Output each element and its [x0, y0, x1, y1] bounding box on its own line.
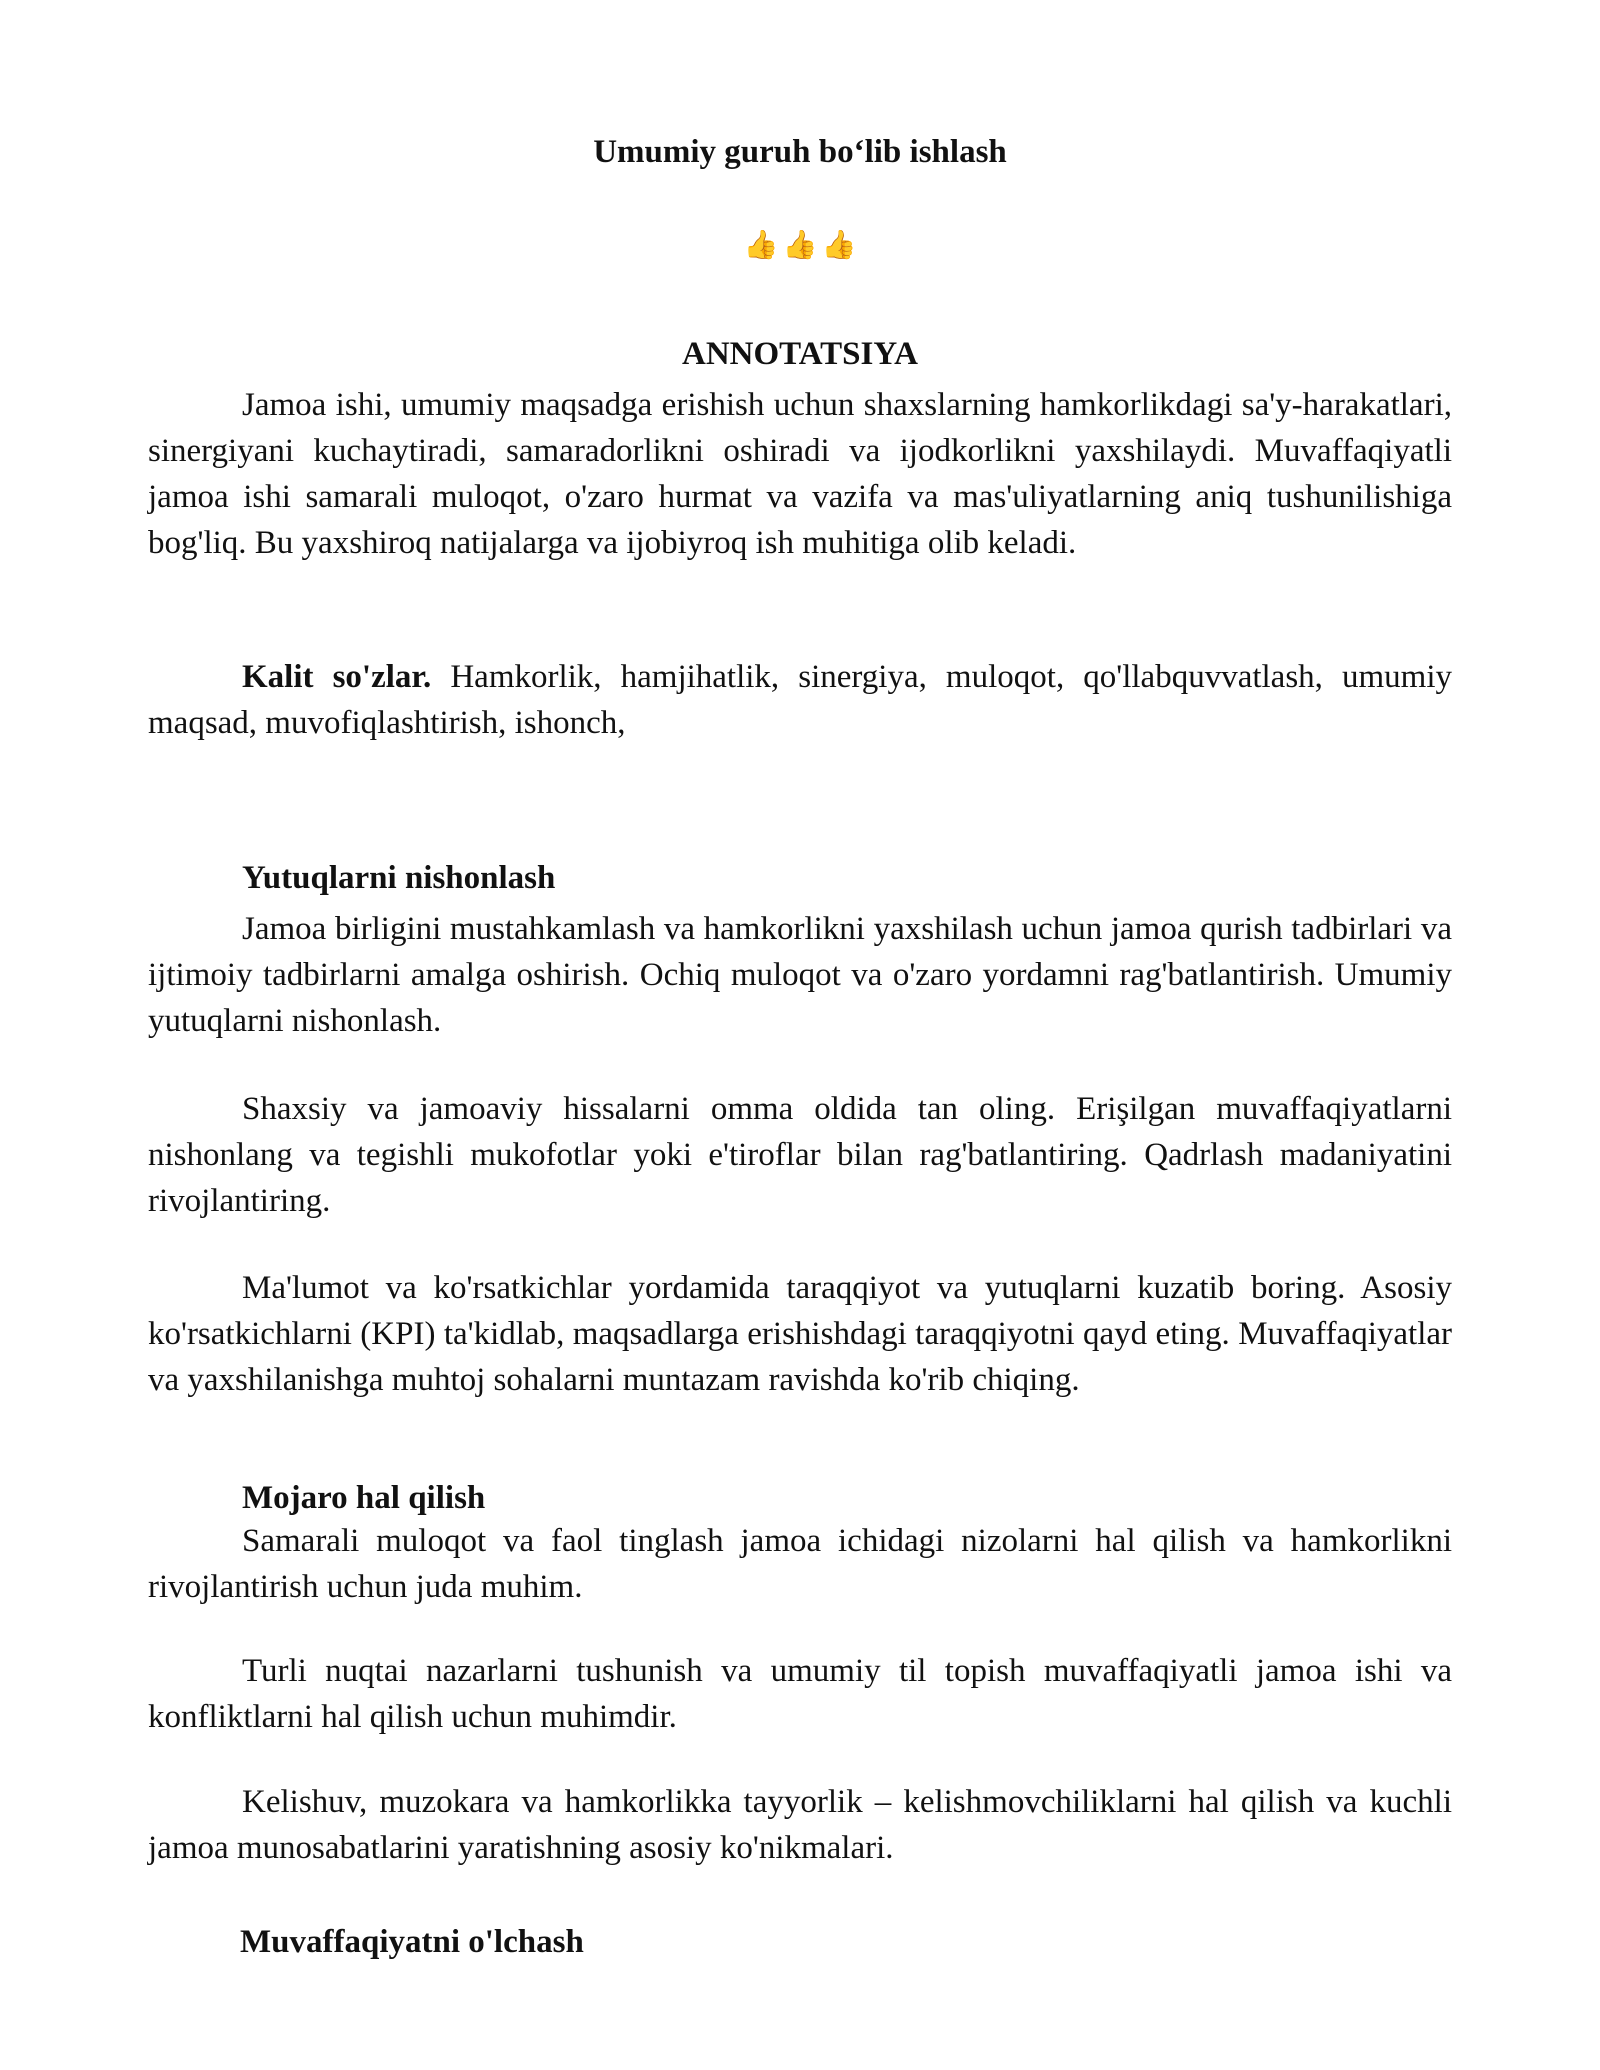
thumbs-up-icon: 👍 [821, 230, 857, 261]
section-heading: Yutuqlarni nishonlash [242, 860, 556, 896]
document-title: Umumiy guruh bo‘lib ishlash [593, 134, 1007, 170]
thumbs-up-icon: 👍 [743, 230, 779, 261]
annotation-heading: ANNOTATSIYA [682, 336, 918, 372]
section-paragraph: Samarali muloqot va faol tinglash jamoa ichidagi nizolarni hal qilish va hamkorlikni rivojlantirish uchun juda muhim. [148, 1523, 1452, 1605]
decoration-icons [148, 226, 1452, 266]
section-paragraph: Jamoa birligini mustahkamlash va hamkorlikni yaxshilash uchun jamoa qurish tadbirlari va ijtimoiy tadbirlarni amalga oshirish. Ochiq muloqot va o'zaro yordamni rag'batlantirish. Umumiy yutuqlarni nishonlash. [148, 911, 1452, 1039]
section-paragraph: Shaxsiy va jamoaviy hissalarni omma oldida tan oling. Erişilgan muvaffaqiyatlarni nishonlang va tegishli mukofotlar yoki e'tiroflar bilan rag'batlantiring. Qadrlash madaniyatini rivojlantiring. [148, 1091, 1452, 1219]
thumbs-up-icon: 👍 [782, 230, 818, 261]
section-paragraph: Ma'lumot va ko'rsatkichlar yordamida taraqqiyot va yutuqlarni kuzatib boring. Asosiy ko'rsatkichlarni (KPI) ta'kidlab, maqsadlarga erishishdagi taraqqiyotni qayd eting. Muvaffaqiyatlar va yaxshilanishga muhtoj sohalarni muntazam ravishda ko'rib chiqing. [148, 1270, 1452, 1398]
section-heading: Mojaro hal qilish [242, 1480, 486, 1516]
section-paragraph: Turli nuqtai nazarlarni tushunish va umumiy til topish muvaffaqiyatli jamoa ishi va konfliktlarni hal qilish uchun muhimdir. [148, 1653, 1452, 1735]
keywords-paragraph [148, 654, 1452, 746]
section-paragraph: Kelishuv, muzokara va hamkorlikka tayyorlik – kelishmovchiliklarni hal qilish va kuchli jamoa munosabatlarini yaratishning asosiy ko'nikmalari. [148, 1784, 1452, 1866]
keywords-text: Hamkorlik, hamjihatlik, sinergiya, muloqot, qo'llabquvvatlash, umumiy maqsad, muvofiqlashtirish, ishonch, [148, 659, 1452, 741]
annotation-paragraph: Jamoa ishi, umumiy maqsadga erishish uchun shaxslarning hamkorlikdagi sa'y-harakatlari, sinergiyani kuchaytiradi, samaradorlikni oshiradi va ijodkorlikni yaxshilaydi. Muvaffaqiyatli jamoa ishi samarali muloqot, o'zaro hurmat va vazifa va mas'uliyatlarning aniq tushunilishiga bog'liq. Bu yaxshiroq natijalarga va ijobiyroq ish muhitiga olib keladi. [148, 387, 1452, 561]
keywords-label: Kalit so'zlar. [242, 659, 432, 695]
section-heading: Muvaffaqiyatni o'lchash [240, 1924, 584, 1960]
